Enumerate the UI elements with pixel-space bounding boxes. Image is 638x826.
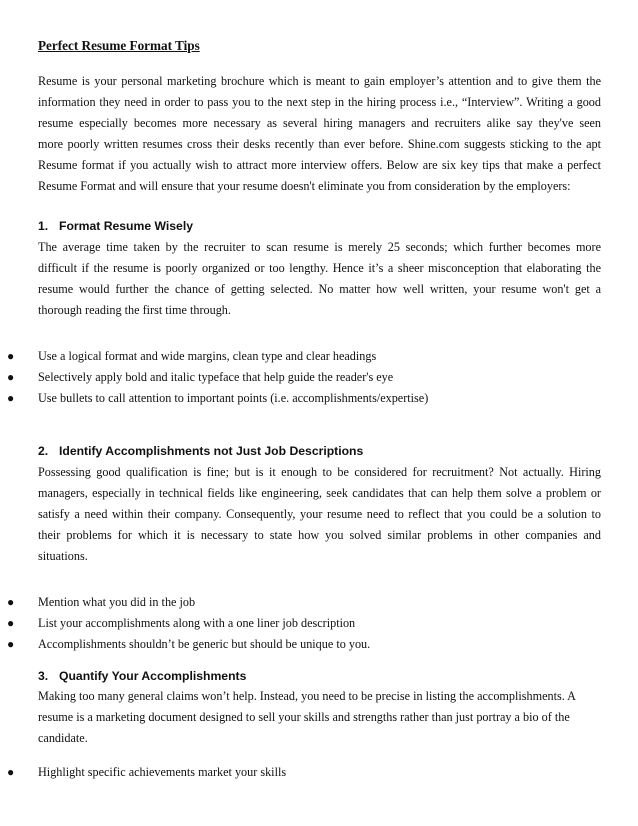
section-3-heading xyxy=(38,669,246,683)
bullet-icon: ● xyxy=(7,595,15,609)
paragraph-line: their problems for which it is necessary to state how you solved similar problems in other companies and xyxy=(38,528,601,542)
paragraph-line: difficult if the resume is poorly organized or too lengthy. Hence it’s a sheer misconception that elaborating the xyxy=(38,261,601,275)
intro-paragraph xyxy=(38,71,601,197)
paragraph-line: The average time taken by the recruiter to scan resume is merely 25 seconds; which further becomes more xyxy=(38,240,601,254)
section-2-heading xyxy=(38,444,363,458)
section-1-paragraph xyxy=(38,237,601,321)
intro-line: Resume is your personal marketing brochure which is meant to gain employer’s attention and to give them the xyxy=(38,74,601,88)
list-item: ● List your accomplishments along with a one liner job description xyxy=(0,613,620,634)
section-1-heading xyxy=(38,219,193,233)
list-item: ● Highlight specific achievements market your skills xyxy=(0,762,620,783)
bullet-icon: ● xyxy=(7,349,15,363)
list-item: ● Accomplishments shouldn’t be generic but should be unique to you. xyxy=(0,634,620,655)
section-title: Quantify Your Accomplishments xyxy=(59,669,247,683)
intro-line: information they need in order to pass you to the next step in the hiring process i.e., “Interview”. Writing a good xyxy=(38,95,601,109)
section-2-bullet-list xyxy=(0,592,620,655)
section-title: Format Resume Wisely xyxy=(59,219,193,233)
bullet-icon: ● xyxy=(7,391,15,405)
section-number: 3. xyxy=(38,669,49,683)
bullet-icon: ● xyxy=(7,637,15,651)
section-title: Identify Accomplishments not Just Job Descriptions xyxy=(59,444,364,458)
intro-line: Resume format if you actually wish to attract more interview offers. Below are six key tips that make a perfect xyxy=(38,158,601,172)
section-number: 2. xyxy=(38,444,49,458)
list-item: ● Mention what you did in the job xyxy=(0,592,620,613)
intro-line: more poorly written resumes cross their desks recently than ever before. Shine.com suggests sticking to the apt xyxy=(38,137,601,151)
paragraph-line: Making too many general claims won’t help. Instead, you need to be precise in listing the accomplishments. A xyxy=(38,689,576,703)
section-3-paragraph xyxy=(38,686,601,749)
section-3-bullet-list xyxy=(0,762,620,783)
paragraph-line: Possessing good qualification is fine; but is it enough to be considered for recruitment? Not actually. Hiring xyxy=(38,465,601,479)
bullet-icon: ● xyxy=(7,370,15,384)
bullet-icon: ● xyxy=(7,765,15,779)
intro-line: Resume Format and will ensure that your resume doesn't eliminate you from consideration by the employers: xyxy=(38,179,571,193)
paragraph-line: resume would further the chance of getting selected. No matter how well written, your resume won't get a xyxy=(38,282,601,296)
intro-line: resume especially becomes more necessary as several hiring managers and recruiters alike say they've seen xyxy=(38,116,601,130)
list-item: ● Use a logical format and wide margins, clean type and clear headings xyxy=(0,346,620,367)
paragraph-line: candidate. xyxy=(38,731,88,745)
section-1-bullet-list xyxy=(0,346,620,409)
paragraph-line: managers, especially in technical fields like engineering, seek candidates that can help them solve a problem or xyxy=(38,486,601,500)
section-number: 1. xyxy=(38,219,49,233)
paragraph-line: thorough reading the first time through. xyxy=(38,303,231,317)
paragraph-line: resume is a marketing document designed to sell your skills and strengths rather than just portray a bio of the xyxy=(38,710,570,724)
list-item: ● Selectively apply bold and italic typeface that help guide the reader's eye xyxy=(0,367,620,388)
list-item: ● Use bullets to call attention to important points (i.e. accomplishments/expertise) xyxy=(0,388,620,409)
section-2-paragraph xyxy=(38,462,601,567)
paragraph-line: situations. xyxy=(38,549,88,563)
paragraph-line: satisfy a need within their company. Consequently, your resume need to reflect that you could be a solution to xyxy=(38,507,601,521)
bullet-icon: ● xyxy=(7,616,15,630)
document-title: Perfect Resume Format Tips xyxy=(38,38,200,53)
